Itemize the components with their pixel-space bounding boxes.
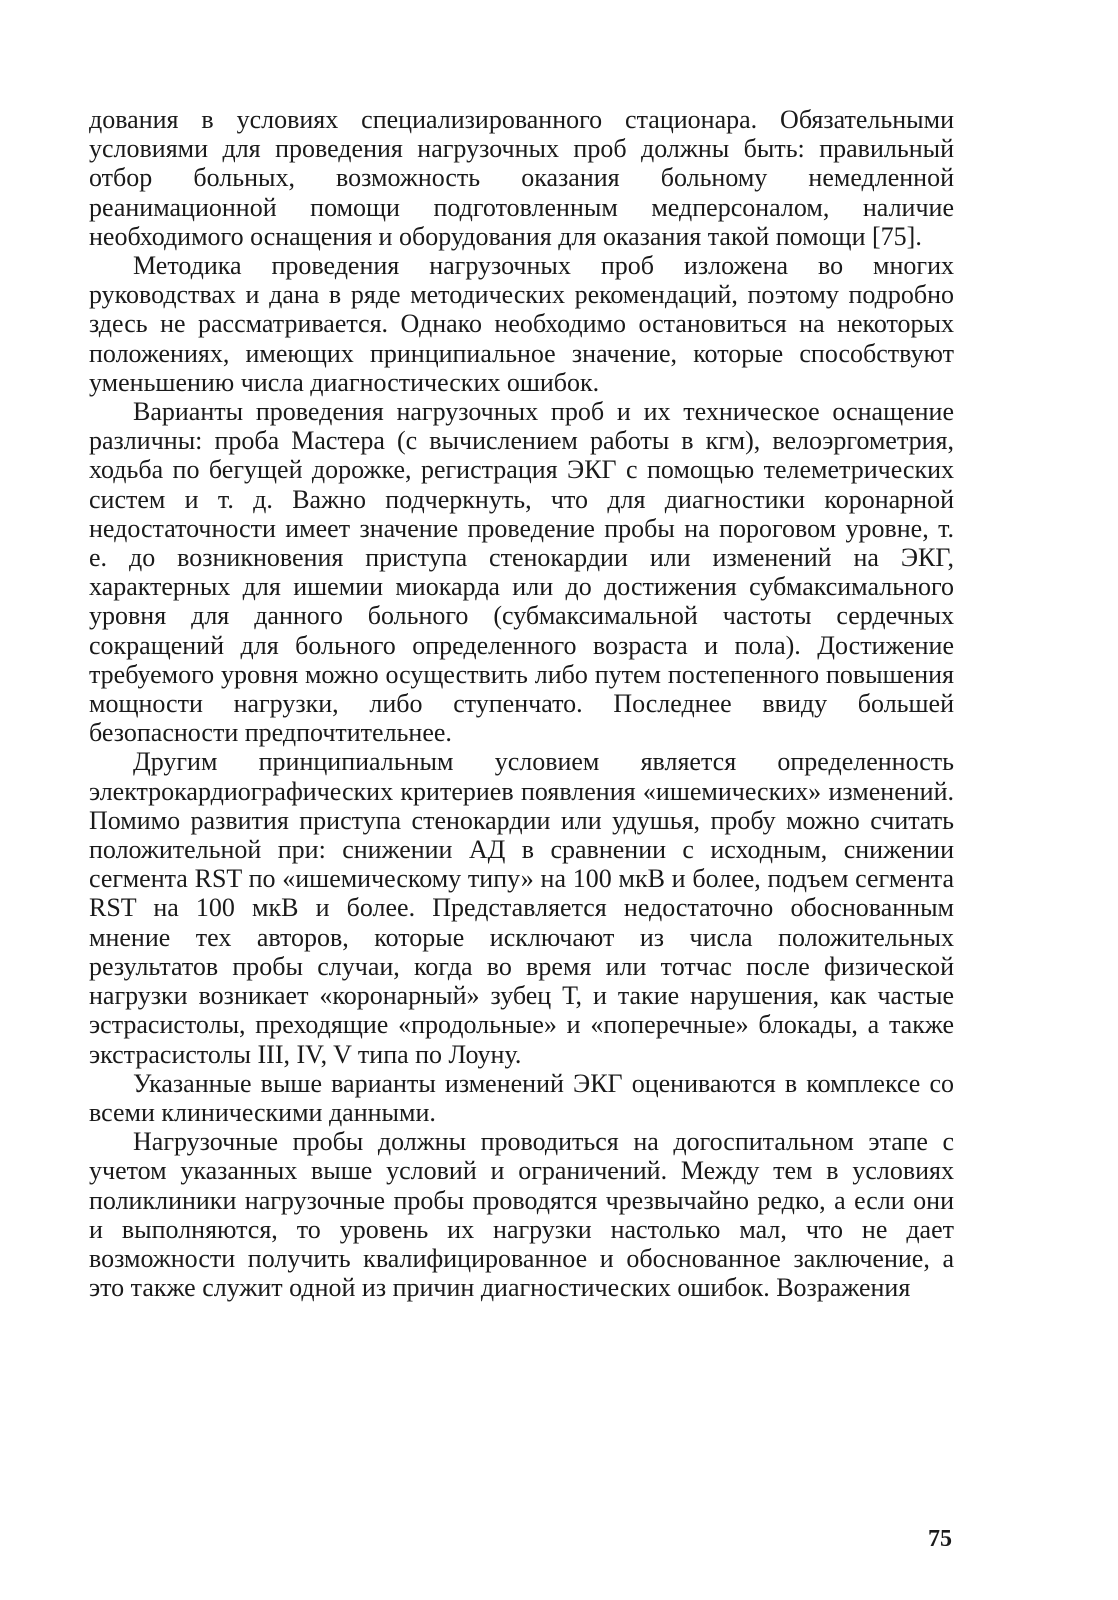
page-number: 75	[928, 1526, 952, 1552]
paragraph-outpatient: Нагрузочные пробы должны проводиться на догоспитальном этапе с учетом указанных выше условий и ограничений. Между тем в условиях поликлиники нагрузочные пробы проводятся чрезвычайно редко, а если они и выполняются, то уровень их нагрузки настолько мал, что не дает возможности получить квалифицированное и обоснованное заключение, а это также служит одной из причин диагностических ошибок. Возражения	[89, 1127, 954, 1303]
paragraph-test-variants: Варианты проведения нагрузочных проб и их техническое оснащение различны: проба Мастера (с вычислением работы в кгм), велоэргометрия, ходьба по бегущей дорожке, регистрация ЭКГ с помощью телеметрических систем и т. д. Важно подчеркнуть, что для диагностики коронарной недостаточности имеет значение проведение пробы на пороговом уровне, т. е. до возникновения приступа стенокардии или изменений на ЭКГ, характерных для ишемии миокарда или до достижения субмаксимального уровня для данного больного (субмаксимальной частоты сердечных сокращений для больного определенного возраста и пола). Достижение требуемого уровня можно осуществить либо путем постепенного повышения мощности нагрузки, либо ступенчато. Последнее ввиду большей безопасности предпочтительнее.	[89, 397, 954, 748]
page-body	[89, 105, 954, 1302]
paragraph-continuation: дования в условиях специализированного стационара. Обязательными условиями для проведения нагрузочных проб должны быть: правильный отбор больных, возможность оказания больному немедленной реанимационной помощи подготовленным медперсоналом, наличие необходимого оснащения и оборудования для оказания такой помощи [75].	[89, 105, 954, 251]
paragraph-ecg-criteria: Другим принципиальным условием является определенность электрокардиографических критериев появления «ишемических» изменений. Помимо развития приступа стенокардии или удушья, пробу можно считать положительной при: снижении АД в сравнении с исходным, снижении сегмента RST по «ишемическому типу» на 100 мкВ и более, подъем сегмента RST на 100 мкВ и более. Представляется недостаточно обоснованным мнение тех авторов, которые исключают из числа положительных результатов пробы случаи, когда во время или тотчас после физической нагрузки возникает «коронарный» зубец Т, и такие нарушения, как частые эстрасистолы, преходящие «продольные» и «поперечные» блокады, а также экстрасистолы III, IV, V типа по Лоуну.	[89, 747, 954, 1069]
paragraph-methods: Методика проведения нагрузочных проб изложена во многих руководствах и дана в ряде методических рекомендаций, поэтому подробно здесь не рассматривается. Однако необходимо остановиться на некоторых положениях, имеющих принципиальное значение, которые способствуют уменьшению числа диагностических ошибок.	[89, 251, 954, 397]
paragraph-ecg-evaluation: Указанные выше варианты изменений ЭКГ оцениваются в комплексе со всеми клиническими данными.	[89, 1068, 954, 1127]
